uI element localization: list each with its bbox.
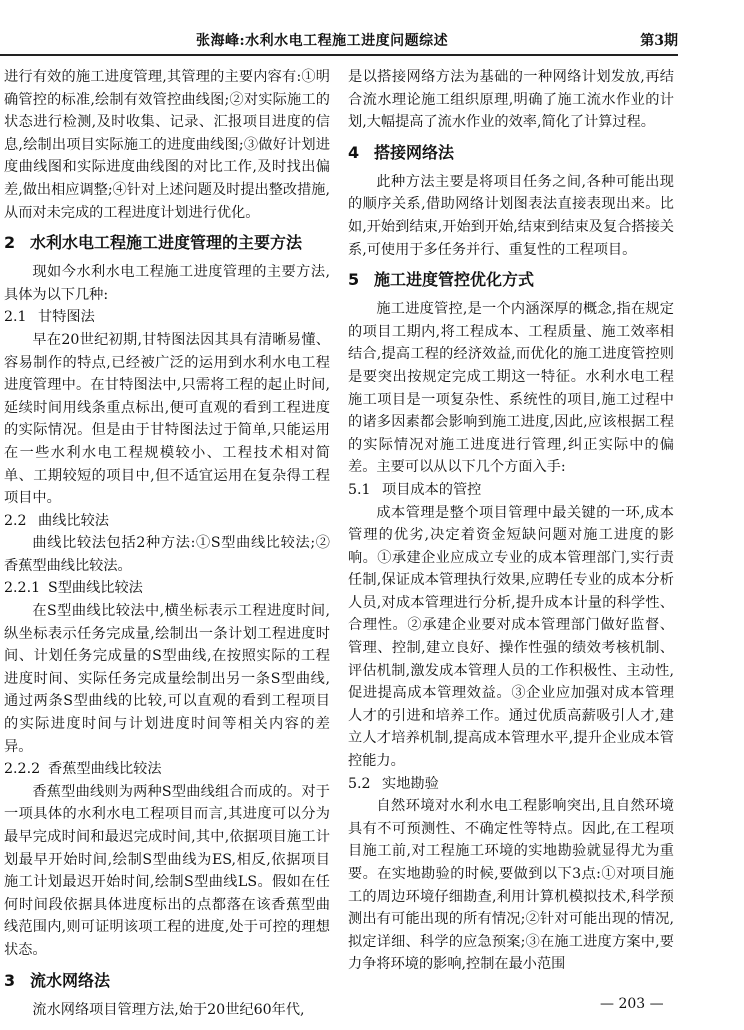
subsection-title: 香蕉型曲线比较法	[48, 761, 162, 778]
paragraph: 在S型曲线比较法中,横坐标表示工程进度时间,纵坐标表示任务完成量,绘制出一条计划工程进度时间、计划任务完成量的S型曲线,在按照实际的工程进度时间、实际任务完成量绘制出另一条S型曲线,通过两条S型曲线的比较,可以直观的看到工程项目的实际进度时间与计划进度时间等相关内容的差异。	[4, 603, 330, 755]
paragraph: 施工进度管控,是一个内涵深厚的概念,指在规定的项目工期内,将工程成本、工程质量、施工效率相结合,提高工程的经济效益,而优化的施工进度管控则是要突出按规定完成工期这一特征。水利水电工程施工项目是一项复杂性、系统性的项目,施工过程中的诸多因素都会影响到施工进度,因此,应该根据工程的实际情况对施工进度进行管理,纠正实际中的偏差。主要可以从以下几个方面入手:	[348, 301, 674, 476]
paragraph: 早在20世纪初期,甘特图法因其具有清晰易懂、容易制作的特点,已经被广泛的运用到水利水电工程进度管理中。在甘特图法中,只需将工程的起止时间,延续时间用线条重点标出,便可直观的看到工程进度的实际情况。但是由于甘特图法过于简单,只能运用在一些水利水电工程规模较小、工程技术相对简单、工期较短的项目中,但不适宜运用在复杂得工程项目中。	[4, 331, 330, 507]
paragraph: 现如今水利水电工程施工进度管理的主要方法,具体为以下几种:	[4, 264, 330, 303]
section-title: 水利水电工程施工进度管理的主要方法	[30, 233, 303, 253]
subsection-title: 曲线比较法	[38, 512, 109, 529]
subsection-title: 实地勘验	[382, 775, 439, 792]
subsection-number: 2.1	[4, 309, 27, 326]
paragraph: 曲线比较法包括2种方法:①S型曲线比较法;②香蕉型曲线比较法。	[4, 535, 330, 574]
header-title: 张海峰:水利水电工程施工进度问题综述	[196, 33, 449, 49]
section-number: 2	[4, 233, 16, 253]
subsection-heading-2-2	[4, 510, 330, 533]
running-header	[0, 28, 678, 56]
page-number: — 203 —	[600, 996, 664, 1012]
right-column	[348, 66, 674, 976]
subsection-heading-5-2	[348, 773, 674, 796]
section-heading-5	[348, 268, 674, 292]
subsection-heading-2-2-2	[4, 758, 330, 781]
section-heading-3	[4, 969, 330, 993]
paragraph: 进行有效的施工进度管理,其管理的主要内容有:①明确管控的标准,绘制有效管控曲线图;②对实际施工的状态进行检测,及时收集、记录、汇报项目进度的信息,绘制出项目实际施工的进度曲线图;③做好计划进度曲线图和实际进度曲线图的对比工作,及时找出偏差,做出相应调整;④针对上述问题及时提出整改措施,从而对未完成的工程进度计划进行优化。	[4, 69, 330, 221]
paragraph: 成本管理是整个项目管理中最关键的一环,成本管理的优劣,决定着资金短缺问题对施工进度的影响。①承建企业应成立专业的成本管理部门,实行责任制,保证成本管理执行效果,应聘任专业的成本分析人员,对成本管理进行分析,提升成本计量的科学性、合理性。②承建企业要对成本管理部门做好监督、管理、控制,建立良好、操作性强的绩效考核机制、评估机制,激发成本管理人员的工作积极性、主动性,促进提高成本管理效益。③企业应加强对成本管理人才的引进和培养工作。通过优质高薪吸引人才,建立人才培养机制,提高成本管理水平,提升企业成本管控能力。	[348, 504, 674, 770]
paragraph: 是以搭接网络方法为基础的一种网络计划发放,再结合流水理论施工组织原理,明确了施工流水作业的计划,大幅提高了流水作业的效率,简化了计算过程。	[348, 69, 674, 131]
subsection-heading-5-1	[348, 479, 674, 502]
section-number: 4	[348, 142, 360, 162]
section-title: 搭接网络法	[374, 142, 455, 162]
section-number: 3	[4, 970, 16, 990]
subsection-number: 5.1	[348, 481, 371, 498]
paragraph: 香蕉型曲线则为两种S型曲线组合而成的。对于一项具体的水利水电工程项目而言,其进度可以分为最早完成时间和最迟完成时间,其中,依据项目施工计划最早开始时间,绘制S型曲线为ES,相反,依据项目施工计划最迟开始时间,绘制S型曲线LS。假如在任何时间段依据具体进度标出的点都落在该香蕉型曲线范围内,则可证明该项工程的进度,处于可控的理想状态。	[4, 783, 330, 958]
subsection-heading-2-2-1	[4, 577, 330, 600]
left-column	[4, 66, 330, 1021]
subsection-title: S型曲线比较法	[48, 580, 143, 597]
subsection-number: 2.2.1	[4, 580, 41, 597]
subsection-title: 甘特图法	[38, 309, 95, 326]
subsection-number: 2.2	[4, 512, 27, 529]
header-issue: 第3期	[640, 33, 678, 49]
paragraph: 此种方法主要是将项目任务之间,各种可能出现的顺序关系,借助网络计划图表法直接表现出来。比如,开始到结束,开始到开始,结束到结束及复合搭接关系,可使用于多任务并行、重复性的工程项目。	[348, 173, 674, 258]
section-title: 流水网络法	[30, 970, 111, 990]
section-title: 施工进度管控优化方式	[374, 270, 535, 290]
section-heading-2	[4, 231, 330, 255]
section-heading-4	[348, 141, 674, 165]
subsection-title: 项目成本的管控	[382, 481, 482, 498]
paragraph: 流水网络项目管理方法,始于20世纪60年代,	[32, 1001, 305, 1018]
section-number: 5	[348, 270, 360, 290]
subsection-number: 2.2.2	[4, 761, 41, 778]
paragraph: 自然环境对水利水电工程影响突出,且自然环境具有不可预测性、不确定性等特点。因此,在工程项目施工前,对工程施工环境的实地勘验就显得尤为重要。在实地勘验的时候,要做到以下3点:①对项目施工的周边环境仔细勘查,利用计算机模拟技术,科学预测出有可能出现的所有情况;②针对可能出现的情况,拟定详细、科学的应急预案;③在施工进度方案中,要力争将环境的影响,控制在最小范围	[348, 798, 674, 973]
subsection-heading-2-1	[4, 306, 330, 329]
subsection-number: 5.2	[348, 775, 371, 792]
